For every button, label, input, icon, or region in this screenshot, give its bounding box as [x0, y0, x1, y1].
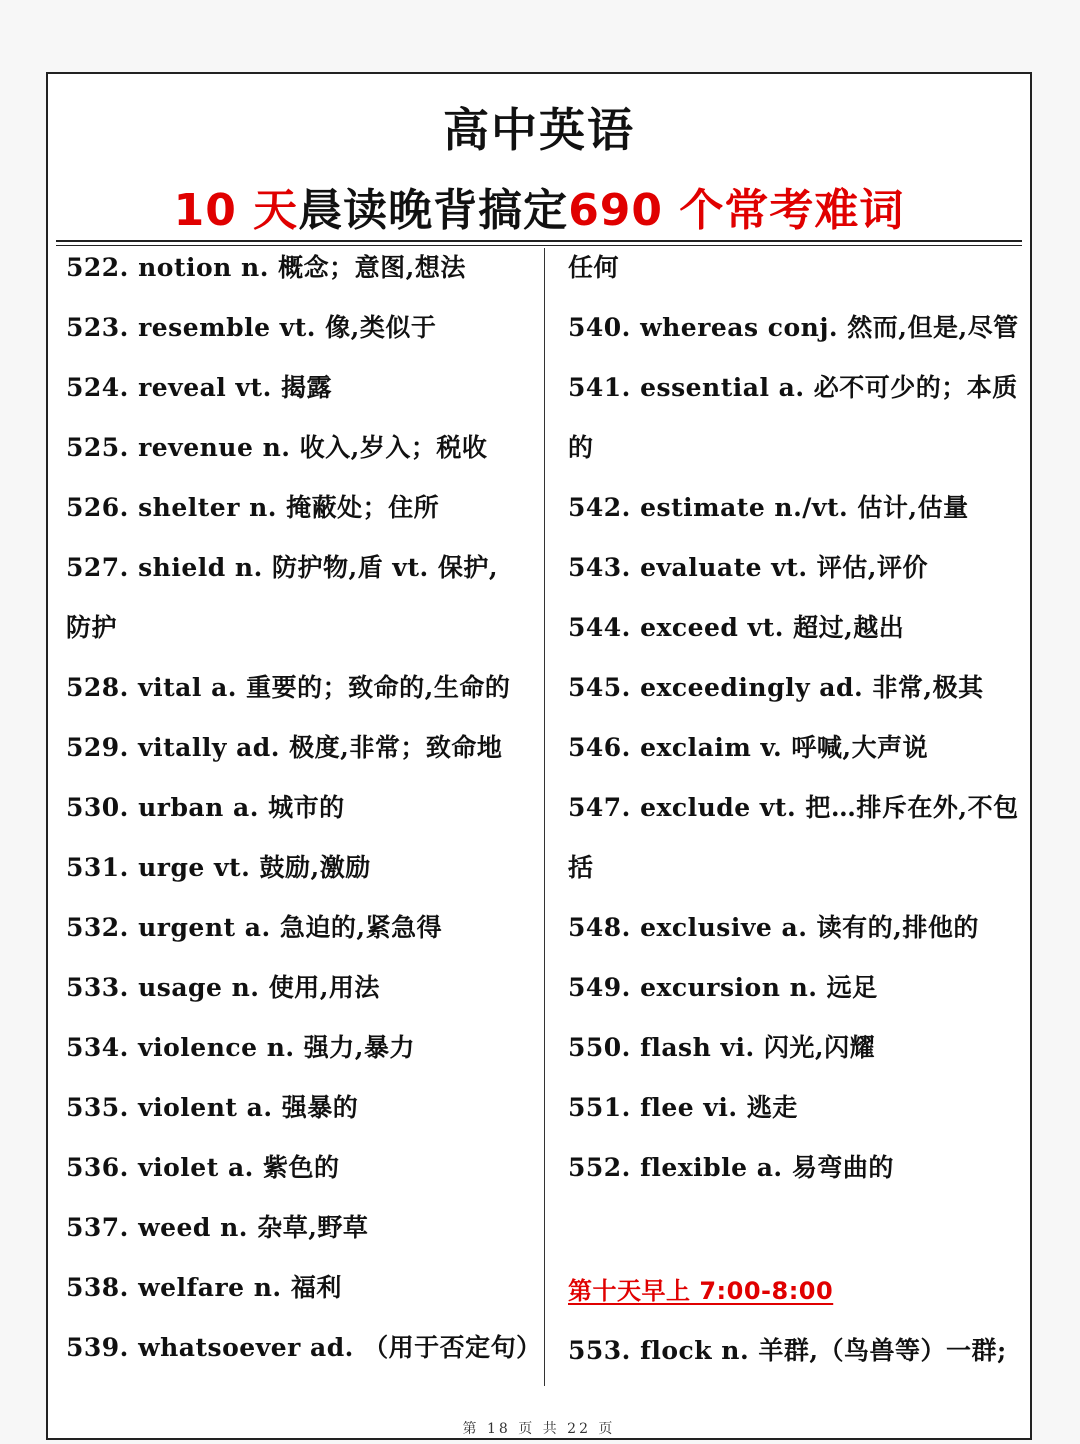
- vocab-line: 537. weed n. 杂草,野草: [66, 1213, 369, 1242]
- vocab-line: 532. urgent a. 急迫的,紧急得: [66, 913, 443, 942]
- vocab-line-continued: 任何: [568, 253, 620, 282]
- column-divider: [544, 248, 545, 1386]
- vocab-line-continued: 的: [568, 433, 594, 462]
- vocab-line: 536. violet a. 紫色的: [66, 1153, 340, 1182]
- vocab-line: 542. estimate n./vt. 估计,估量: [568, 493, 969, 522]
- vocab-line: 540. whereas conj. 然而,但是,尽管: [568, 313, 1019, 342]
- page-title: 高中英语: [443, 103, 635, 157]
- page-frame: [46, 72, 1032, 1440]
- vocab-line: 530. urban a. 城市的: [66, 793, 345, 822]
- header-rule: [56, 240, 1022, 242]
- subtitle-tail: 常考难词: [724, 185, 905, 236]
- vocab-line: 541. essential a. 必不可少的；本质: [568, 373, 1018, 402]
- vocab-line: 522. notion n. 概念；意图,想法: [66, 253, 466, 282]
- page-number-footer: 第 18 页 共 22 页: [462, 1421, 616, 1437]
- vocab-line: 526. shelter n. 掩蔽处；住所: [66, 493, 440, 522]
- subtitle-phrase: 晨读晚背搞定: [298, 185, 569, 236]
- vocab-line: 531. urge vt. 鼓励,激励: [66, 853, 371, 882]
- vocab-line-continued: 防护: [66, 613, 118, 642]
- vocab-line: 525. revenue n. 收入,岁入；税收: [66, 433, 488, 462]
- vocab-line: 539. whatsoever ad. （用于否定句）: [66, 1333, 542, 1362]
- page-subtitle: [48, 174, 1030, 238]
- vocab-line: 550. flash vi. 闪光,闪耀: [568, 1033, 876, 1062]
- vocab-line: 523. resemble vt. 像,类似于: [66, 313, 437, 342]
- vocab-line: 548. exclusive a. 读有的,排他的: [568, 913, 979, 942]
- section-heading: 第十天早上 7:00-8:00: [568, 1277, 834, 1305]
- vocab-line: 529. vitally ad. 极度,非常；致命地: [66, 733, 503, 762]
- vocab-line-continued: 括: [568, 853, 594, 882]
- vocab-line: 549. excursion n. 远足: [568, 973, 878, 1002]
- vocab-line: 534. violence n. 强力,暴力: [66, 1033, 415, 1062]
- vocab-line: 527. shield n. 防护物,盾 vt. 保护,: [66, 553, 499, 582]
- vocab-line: 543. evaluate vt. 评估,评价: [568, 553, 928, 582]
- vocab-line: 533. usage n. 使用,用法: [66, 973, 380, 1002]
- vocab-line: 551. flee vi. 逃走: [568, 1093, 798, 1122]
- vocab-line: 544. exceed vt. 超过,越出: [568, 613, 905, 642]
- vocab-line: 547. exclude vt. 把…排斥在外,不包: [568, 793, 1019, 822]
- subtitle-days: 10 天: [173, 185, 299, 236]
- vocab-line: 538. welfare n. 福利: [66, 1273, 342, 1302]
- vocab-line: 553. flock n. 羊群,（鸟兽等）一群;: [568, 1336, 1007, 1365]
- vocab-line: 524. reveal vt. 揭露: [66, 373, 332, 402]
- vocab-line: 546. exclaim v. 呼喊,大声说: [568, 733, 929, 762]
- subtitle-count: 690 个: [568, 185, 725, 236]
- header-rule-thin: [56, 245, 1022, 246]
- vocab-line: 552. flexible a. 易弯曲的: [568, 1153, 894, 1182]
- vocab-line: 528. vital a. 重要的；致命的,生命的: [66, 673, 511, 702]
- vocab-line: 545. exceedingly ad. 非常,极其: [568, 673, 984, 702]
- vocab-line: 535. violent a. 强暴的: [66, 1093, 359, 1122]
